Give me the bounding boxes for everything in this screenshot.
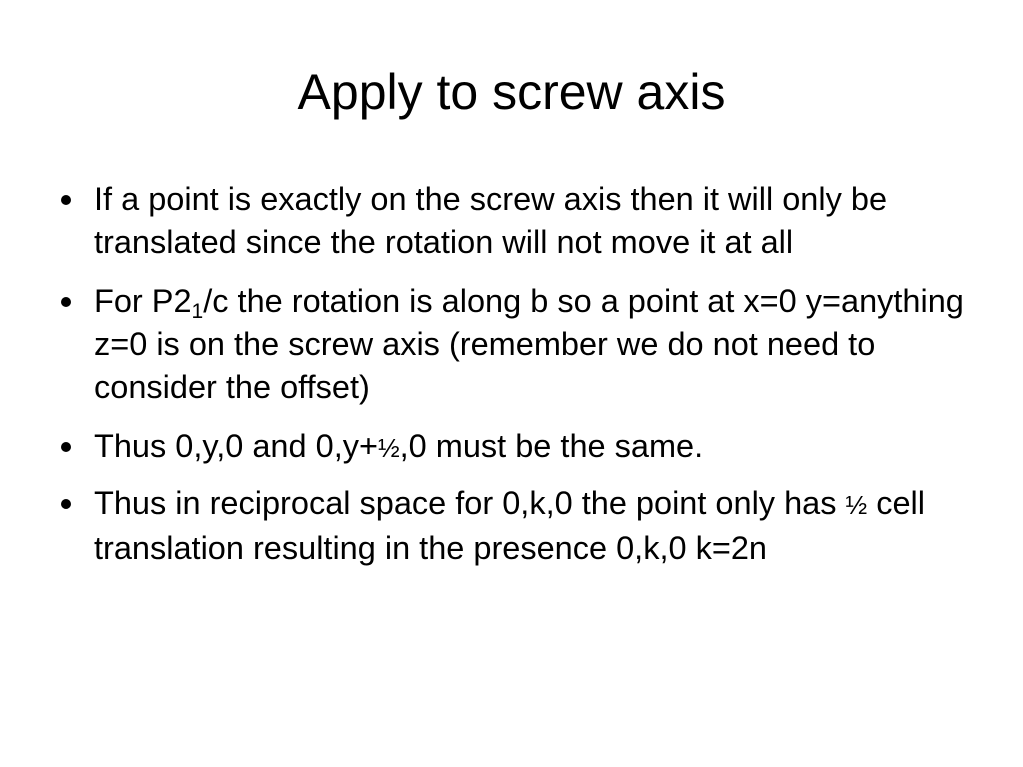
bullet-text-start: Thus in reciprocal space for 0,k,0 the point only has bbox=[94, 485, 846, 521]
subscript: 1 bbox=[191, 300, 204, 323]
bullet-text-end: cell translation resulting in the presence 0,k,0 k=2n bbox=[94, 485, 925, 566]
slide-title: Apply to screw axis bbox=[297, 64, 726, 120]
half-fraction: ½ bbox=[845, 490, 868, 520]
bullet-text: If a point is exactly on the screw axis then it will only be translated since the rotation will not move it at all bbox=[94, 181, 888, 260]
bullet-list bbox=[0, 178, 1023, 586]
bullet-item bbox=[0, 425, 974, 470]
bullet-item bbox=[0, 482, 974, 570]
bullet-text-end: ,0 must be the same. bbox=[399, 428, 704, 464]
bullet-item bbox=[0, 280, 974, 409]
bullet-text-end: /c the rotation is along b so a point at x=0 y=anything z=0 is on the screw axis (remember we do not need to consider the offset) bbox=[94, 283, 964, 405]
bullet-dot-icon bbox=[61, 297, 71, 307]
bullet-dot-icon bbox=[61, 195, 71, 205]
half-fraction: ½ bbox=[377, 433, 400, 463]
bullet-dot-icon bbox=[61, 499, 71, 509]
bullet-dot-icon bbox=[61, 442, 71, 452]
bullet-text-start: For P2 bbox=[94, 283, 192, 319]
bullet-item bbox=[0, 178, 974, 264]
bullet-text-start: Thus 0,y,0 and 0,y+ bbox=[94, 428, 378, 464]
